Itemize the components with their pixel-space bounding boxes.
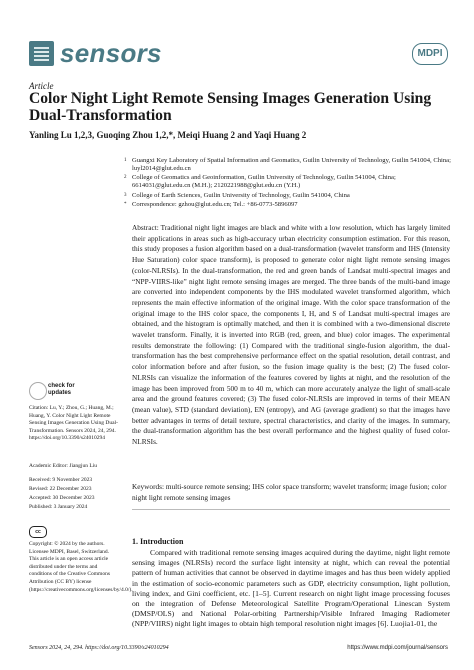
footer-link[interactable]: https://www.mdpi.com/journal/sensors [347, 645, 448, 651]
affiliation-2: 2 College of Geomatics and Geoinformation, Guilin University of Technology, Guilin 541004, China; 6614031@glut.edu.cn (M.H.); 2120221988@glut.edu.cn (Y.H.) [124, 174, 396, 190]
accepted-date: Accepted: 30 December 2023 [29, 495, 95, 501]
cc-license-icon: cc [29, 526, 47, 538]
section-body: Compared with traditional remote sensing images acquired during the daytime, night light remote sensing images (NLRSIs) record the surface light intensity at night, which can reveal the potential pattern of human activities that cannot be observed in daytime images and has thus been widely applied in the estimation of socio-economic parameters such as GDP, electricity consumption, light pollution, living index, and Gini coefficient, etc. [1–5]. Current research on night light image processing focuses on the integration of Defense Meteorological Satellite Program/Operational Linescan System (DMSP/OLS) and National Polar-orbiting Partnership/Visible Infrared Imaging Radiometer (NPP/VIIRS) night light images to obtain high temporal resolution night images [6]. Luojia1-01, the [132, 548, 450, 629]
published-date: Published: 3 January 2024 [29, 504, 88, 510]
abstract: Abstract: Traditional night light images are black and white with a low resolution, which has largely limited their applications in areas such as high-accuracy urban electricity consumption estimation. For this reason, this study proposes a fusion algorithm based on a dual-transformation (wavelet transform and IHS (Intensity Hue Saturation) color space transform), is proposed to generate color night light remote sensing images (color-NLRSIs). In the dual-transformation, the red and green bands of Landsat multi-spectral images and “NPP-VIIRS-like” night light remote sensing images are merged. The three bands of the multi-band image are converted into independent components by the IHS modulated wavelet transformed algorithm, which represents the main effective information of the original image. With the color space transformation of the original image to the IHS color space, the components I, H, and S of Landsat multi-spectral images are obtained, and the histogram is optimally matched, and then it is combined with a two-dimensional discrete wavelet transform. Finally, it is inverted into RGB (red, green, and blue) color images. The experimental results demonstrate the following: (1) Compared with the traditional single-fusion algorithm, the dual-transformation has the best comprehensive performance effect on the spatial resolution, detail contrast, and color information before and after fusion, so the fusion image quality is the best; (2) The fused color-NLRSIs can visualize the information of the features covered by lights at night, and the resolution of the image has been improved from 500 m to 40 m, which can more accurately analyze the light of small-scale area and the ground features covered; (3) The fused color-NLRSIs are improved in terms of their MEAN (mean value), STD (standard deviation), EN (entropy), and AG (average gradient) so that the images have better advantages in terms of detail texture, spectral characteristics, and clarity of the images. In summary, the dual-transformation algorithm has the best overall performance and the highest quality of fused color-NLRSIs. [132, 223, 450, 447]
journal-name: sensors [60, 38, 162, 68]
academic-editor: Academic Editor: Jiangjun Liu [29, 463, 97, 469]
affiliation-1: 1 Guangxi Key Laboratory of Spatial Information and Geomatics, Guilin University of Technology, Guilin 541004, China; luyl2014@glut.edu.cn [124, 157, 451, 173]
check-updates-label[interactable]: check for updates [48, 383, 75, 396]
authors-line: Yanling Lu 1,2,3, Guoqing Zhou 1,2,*, Meiqi Huang 2 and Yaqi Huang 2 [29, 130, 307, 140]
affiliation-correspondence: * Correspondence: gzhou@glut.edu.cn; Tel.: +86-0773-5896097 [124, 201, 298, 208]
citation: Citation: Lu, Y.; Zhou, G.; Huang, M.; Huang, Y. Color Night Light Remote Sensing Images Generation Using Dual-Transformation. Sensors 2024, 24, 294. https://doi.org/10.3390/s24010294 [29, 405, 118, 442]
footer-citation: Sensors 2024, 24, 294. https://doi.org/10.3390/s24010294 [29, 645, 169, 651]
section-heading: 1. Introduction [132, 537, 184, 546]
copyright: Copyright: © 2024 by the authors. Licensee MDPI, Basel, Switzerland. This article is an open access article distributed under the terms and conditions of the Creative Commons Attribution (CC BY) license (https://creativecommons.org/licenses/by/4.0/). [29, 541, 133, 593]
journal-logo-icon [29, 41, 54, 66]
affiliation-3: 3 College of Earth Sciences, Guilin University of Technology, Guilin 541004, China [124, 192, 350, 199]
received-date: Received: 9 November 2023 [29, 477, 93, 483]
publisher-logo: MDPI [412, 43, 448, 65]
revised-date: Revised: 22 December 2023 [29, 486, 92, 492]
page-title: Color Night Light Remote Sensing Images Generation Using Dual-Transformation [29, 90, 432, 124]
article-type: Article [29, 81, 54, 91]
keywords: Keywords: multi-source remote sensing; IHS color space transform; wavelet transform; image fusion; color night light remote sensing images [132, 482, 447, 502]
check-updates-icon[interactable] [29, 382, 47, 400]
divider [132, 509, 450, 510]
